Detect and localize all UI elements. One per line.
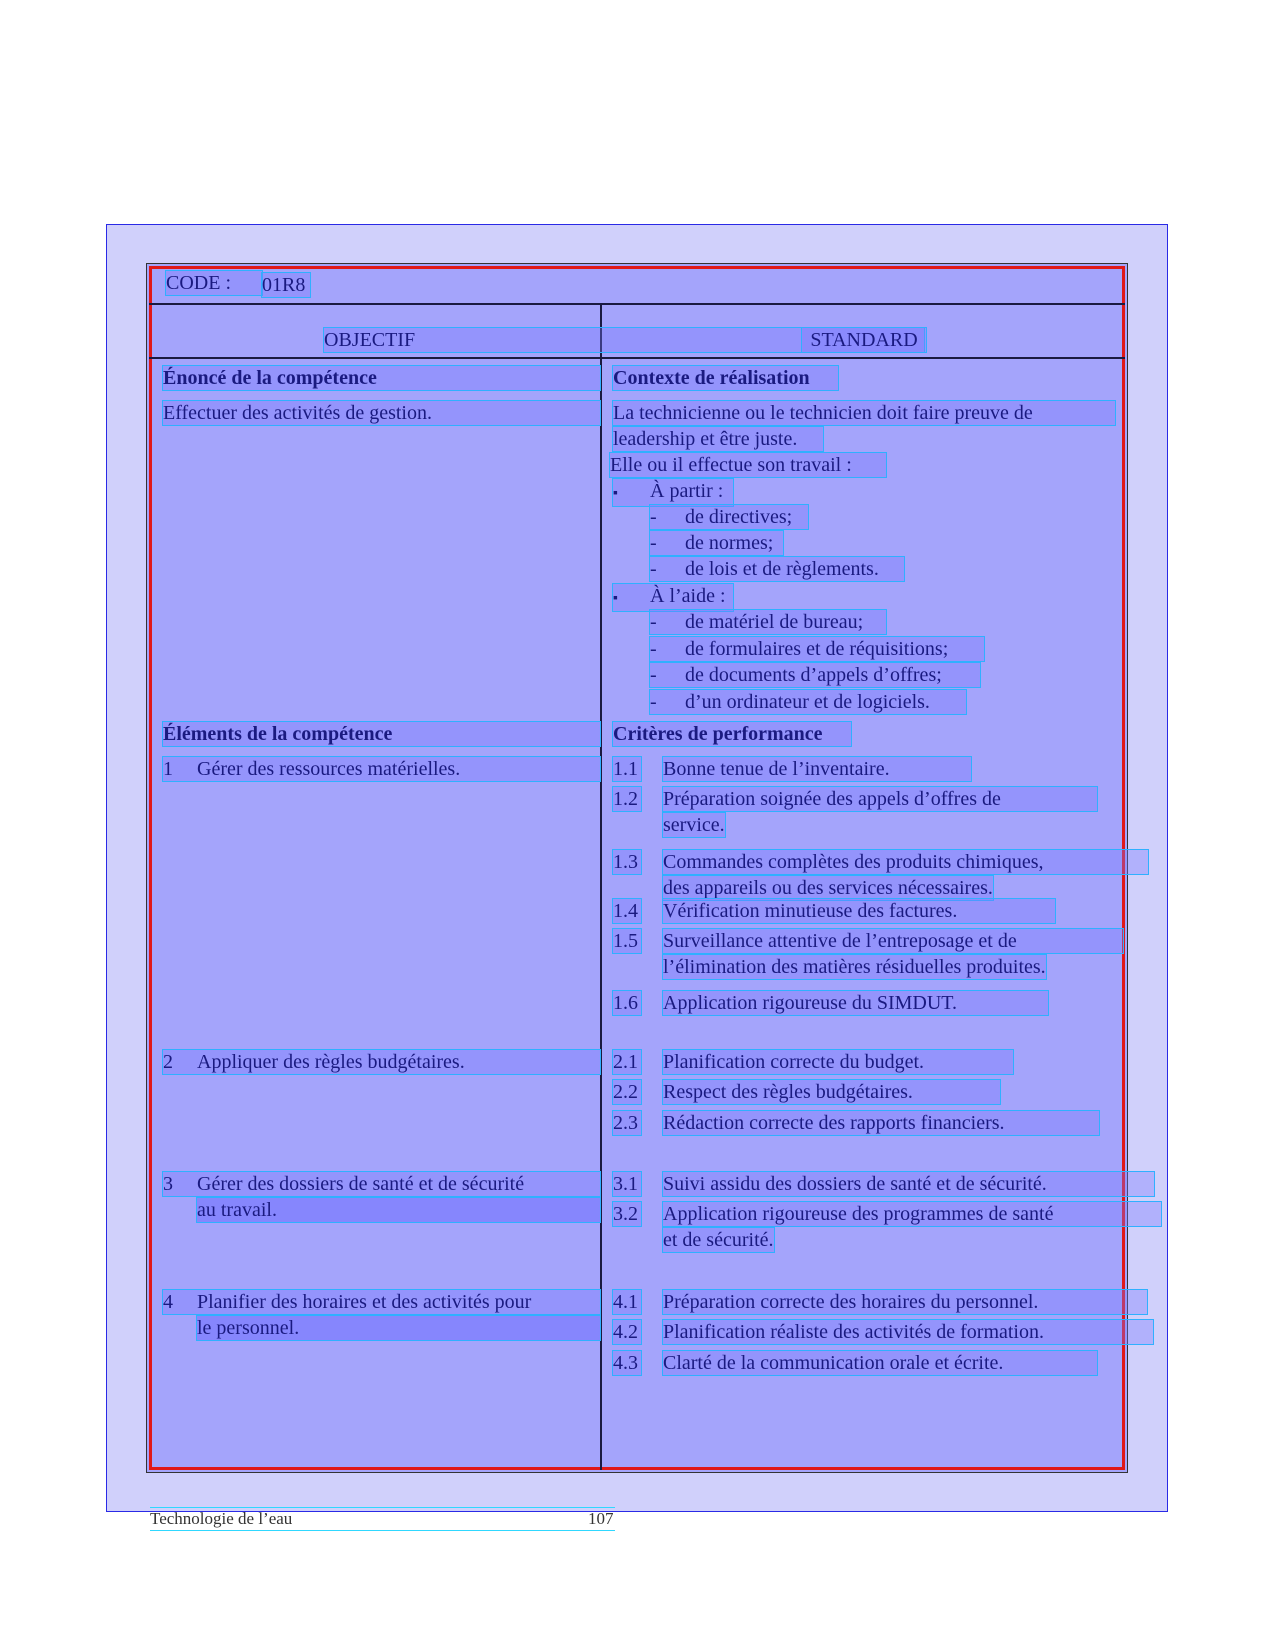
group-1-label: À partir : bbox=[650, 480, 724, 502]
critere-text: Préparation correcte des horaires du personnel. bbox=[663, 1290, 1147, 1314]
contexte-group-1-bullet bbox=[613, 479, 733, 506]
critere-text-line-2: l’élimination des matières résiduelles produites. bbox=[663, 956, 1046, 978]
critere-text: Vérification minutieuse des factures. bbox=[663, 899, 1055, 923]
critere-text: Application rigoureuse du SIMDUT. bbox=[663, 991, 1048, 1015]
page-number: 107 bbox=[588, 1509, 614, 1528]
critere-text: Bonne tenue de l’inventaire. bbox=[663, 757, 971, 781]
criteres-title: Critères de performance bbox=[613, 722, 851, 746]
page-footer bbox=[150, 1507, 615, 1531]
objectif-label: OBJECTIF bbox=[324, 329, 416, 351]
column-divider bbox=[600, 305, 602, 1470]
group-2-item: - de documents d’appels d’offres; bbox=[650, 663, 980, 687]
critere-number: 1.2 bbox=[613, 787, 641, 811]
enonce-title: Énoncé de la compétence bbox=[163, 366, 600, 390]
code-label: CODE : bbox=[166, 271, 262, 295]
contexte-line-2: leadership et être juste. bbox=[613, 427, 823, 451]
critere-text-line-2: service. bbox=[663, 814, 725, 836]
critere-number: 4.1 bbox=[613, 1290, 641, 1314]
critere-text: Clarté de la communication orale et écrite. bbox=[663, 1351, 1097, 1375]
critere-number: 1.1 bbox=[613, 757, 641, 781]
group-1-item: - de lois et de règlements. bbox=[650, 557, 904, 581]
group-1-item: - de directives; bbox=[650, 505, 808, 529]
critere-text: Application rigoureuse des programmes de santé bbox=[663, 1202, 1161, 1226]
critere-text: Respect des règles budgétaires. bbox=[663, 1080, 1000, 1104]
group-1-item: - de normes; bbox=[650, 531, 783, 555]
code-value: 01R8 bbox=[262, 273, 310, 297]
contexte-group-2-bullet bbox=[613, 584, 733, 611]
critere-text-line-2: et de sécurité. bbox=[663, 1229, 774, 1251]
contexte-title: Contexte de réalisation bbox=[613, 366, 838, 390]
element-text-line-2: au travail. bbox=[197, 1198, 600, 1222]
group-2-label: À l’aide : bbox=[650, 585, 726, 607]
standard-header: STANDARD bbox=[802, 328, 926, 352]
critere-text: Planification correcte du budget. bbox=[663, 1050, 1013, 1074]
critere-number: 1.5 bbox=[613, 929, 641, 953]
row-divider-header bbox=[149, 357, 1125, 359]
critere-text: Planification réaliste des activités de formation. bbox=[663, 1320, 1153, 1344]
critere-number: 1.3 bbox=[613, 850, 641, 874]
row-divider-code bbox=[149, 303, 1125, 305]
element-number: 1 bbox=[163, 757, 600, 781]
critere-text: Préparation soignée des appels d’offres de bbox=[663, 787, 1097, 811]
critere-number: 3.2 bbox=[613, 1202, 641, 1226]
element-text-line-2: le personnel. bbox=[197, 1316, 600, 1340]
group-2-item: - de formulaires et de réquisitions; bbox=[650, 637, 984, 661]
element-text: Appliquer des règles budgétaires. bbox=[197, 1051, 465, 1073]
critere-number: 1.4 bbox=[613, 899, 641, 923]
footer-title: Technologie de l’eau bbox=[150, 1509, 293, 1528]
critere-number: 2.1 bbox=[613, 1050, 641, 1074]
contexte-line-1: La technicienne ou le technicien doit faire preuve de bbox=[613, 401, 1115, 425]
elements-title: Éléments de la compétence bbox=[163, 722, 600, 746]
group-2-item: - d’un ordinateur et de logiciels. bbox=[650, 690, 966, 714]
element-number: 2 bbox=[163, 1050, 600, 1074]
element-text: Planifier des horaires et des activités pour bbox=[197, 1291, 532, 1313]
bullet-icon: ▪ bbox=[613, 486, 618, 501]
critere-number: 4.2 bbox=[613, 1320, 641, 1344]
bullet-icon: ▪ bbox=[613, 591, 618, 606]
element-text: Gérer des dossiers de santé et de sécurité bbox=[197, 1173, 525, 1195]
critere-number: 3.1 bbox=[613, 1172, 641, 1196]
contexte-line-3: Elle ou il effectue son travail : bbox=[610, 453, 886, 477]
critere-text: Rédaction correcte des rapports financiers. bbox=[663, 1111, 1099, 1135]
critere-text-line-2: des appareils ou des services nécessaires. bbox=[663, 877, 993, 899]
critere-number: 2.2 bbox=[613, 1080, 641, 1104]
element-number: 3 bbox=[163, 1172, 600, 1196]
group-2-item: - de matériel de bureau; bbox=[650, 610, 886, 634]
critere-text: Surveillance attentive de l’entreposage et de bbox=[663, 929, 1123, 953]
element-number: 4 bbox=[163, 1290, 600, 1314]
critere-text: Commandes complètes des produits chimiques, bbox=[663, 850, 1148, 874]
critere-number: 4.3 bbox=[613, 1351, 641, 1375]
critere-number: 1.6 bbox=[613, 991, 641, 1015]
element-text: Gérer des ressources matérielles. bbox=[197, 758, 461, 780]
critere-number: 2.3 bbox=[613, 1111, 641, 1135]
critere-text: Suivi assidu des dossiers de santé et de sécurité. bbox=[663, 1172, 1154, 1196]
enonce-text: Effectuer des activités de gestion. bbox=[163, 401, 600, 425]
